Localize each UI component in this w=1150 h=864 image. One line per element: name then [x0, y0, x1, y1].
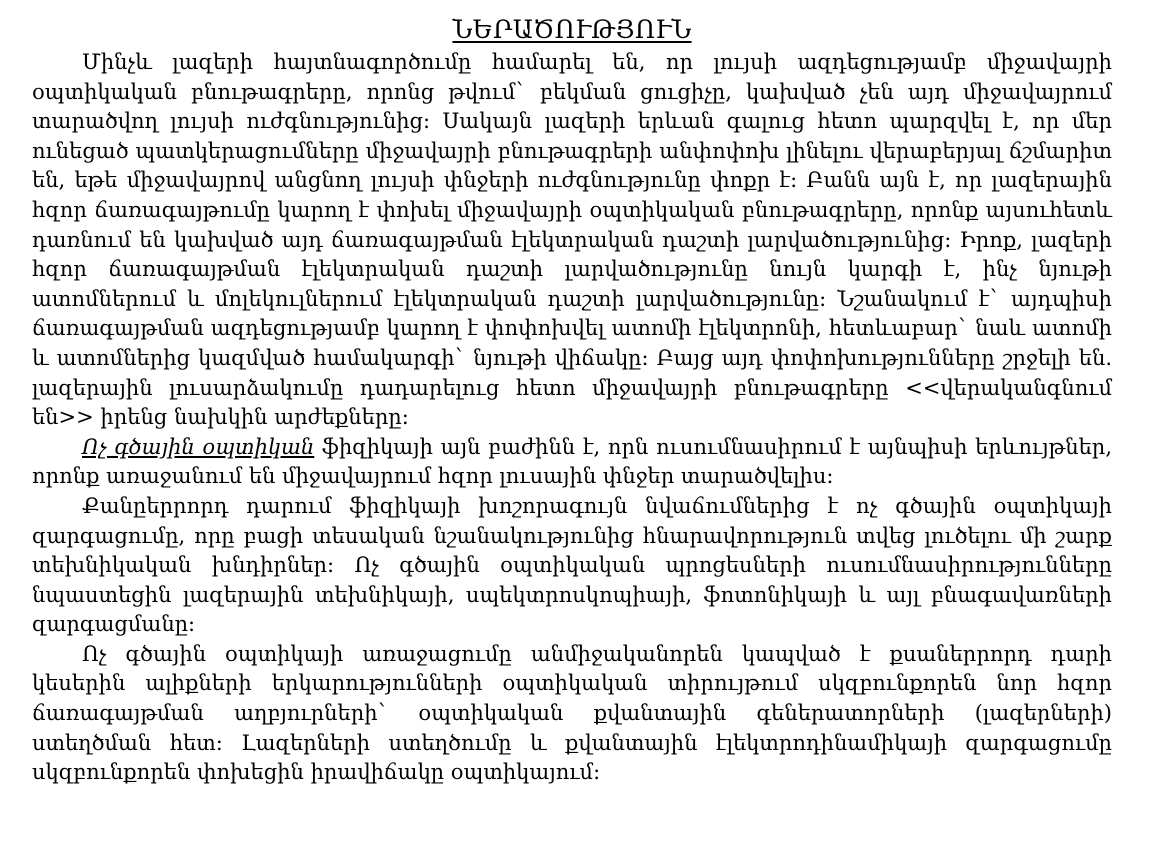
defined-term: Ոչ գծային օպտիկան	[82, 434, 315, 459]
document-page	[32, 14, 1112, 788]
definition-text: ֆիզիկայի այն բաժինն է, որն ուսումնասիրում է այնպիսի երևույթներ, որոնք առաջանում են միջավայրում հզոր լուսային փնջեր տարածվելիս:	[32, 434, 1112, 489]
paragraph-origin: Ոչ գծային օպտիկայի առաջացումը անմիջականորեն կապված է քսաներրորդ դարի կեսերին ալիքների երկարությունների օպտիկական տիրույթում սկզբունքորեն նոր հզոր ճառագայթման աղբյուրների` օպտիկական քվանտային գեներատորների (լազերների) ստեղծման հետ: Լազերների ստեղծումը և քվանտային էլեկտրոդինամիկայի զարգացումը սկզբունքորեն փոխեցին իրավիճակը օպտիկայում:	[32, 641, 1112, 785]
paragraph-intro: Մինչև լազերի հայտնագործումը համարել են, որ լույսի ազդեցությամբ միջավայրի օպտիկական բնութագրերը, որոնց թվում` բեկման ցուցիչը, կախված չեն այդ միջավայրում տարածվող լույսի ուժգնությունից: Սակայն լազերի երևան գալուց հետո պարզվել է, որ մեր ունեցած պատկերացումները միջավայրի բնութագրերի անփոփոխ լինելու վերաբերյալ ճշմարիտ են, եթե միջավայրով անցնող լույսի փնջերի ուժգնությունը փոքր է: Բանն այն է, որ լազերային հզոր ճառագայթումը կարող է փոխել միջավայրի օպտիկական բնութագրերը, որոնք այսուհետև դառնում են կախված այդ ճառագայթման էլեկտրական դաշտի լարվածությունից: Իրոք, լազերի հզոր ճառագայթման էլեկտրական դաշտի լարվածությունը նույն կարգի է, ինչ նյութի ատոմներում և մոլեկուլներում էլեկտրական դաշտի լարվածությունը: Նշանակում է` այդպիսի ճառագայթման ազդեցությամբ կարող է փոփոխվել ատոմի էլեկտրոնի, հետևաբար` նաև ատոմի և ատոմներից կազմված համակարգի` նյութի վիճակը: Բայց այդ փոփոխությունները շրջելի են. լազերային լուսարձակումը դադարելուց հետո միջավայրի բնութագրերը <<վերականգնում են>> իրենց նախկին արժեքները:	[32, 50, 1112, 430]
page-title: ՆԵՐԱԾՈՒԹՅՈՒՆ	[452, 15, 692, 44]
paragraph-development: Քանըերրորդ դարում ֆիզիկայի խոշորագույն նվաճումներից է ոչ գծային օպտիկայի զարգացումը, որը բացի տեսական նշանակությունից հնարավորություն տվեց լուծելու մի շարք տեխնիկական խնդիրներ: Ոչ գծային օպտիկական պրոցեսների ուսումնասիրությունները նպաստեցին լազերային տեխնիկայի, սպեկտրոսկոպիայի, ֆոտոնիկայի և այլ բնագավառների զարգացմանը:	[32, 493, 1112, 637]
paragraph-definition	[32, 433, 1112, 492]
